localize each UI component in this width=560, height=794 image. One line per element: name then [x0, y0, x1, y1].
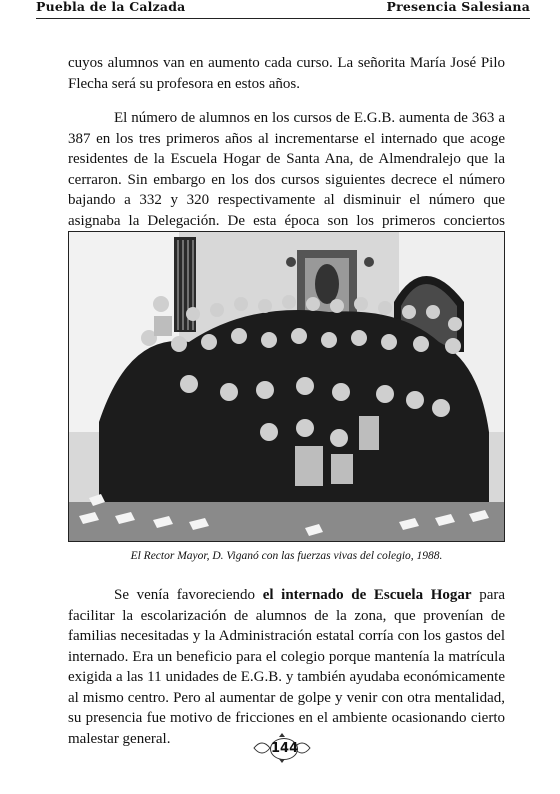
running-header — [36, 0, 530, 19]
photo-caption: El Rector Mayor, D. Viganó con las fuerzas vivas del colegio, 1988. — [130, 550, 443, 562]
header-book-title: Puebla de la Calzada — [36, 0, 186, 14]
paragraph-3-rest: para facilitar la escolarización de alumnos de la zona, que provenían de familias necesitadas y la Administración estatal corría con los gastos del internado. Era un beneficio para el colegio porque mantenía la matrícula exigida a las 11 unidades de E.G.B. y también ayudaba económicamente al mismo centro. Pero al aumentar de golpe y venir con otra mentalidad, su presencia fue motivo de fricciones en el ambiente ocasionando cierto malestar general. — [68, 587, 506, 747]
paragraph-3-start: Se venía favoreciendo — [114, 587, 263, 603]
page-number-ornament — [252, 732, 312, 764]
page-number: 144 — [270, 738, 298, 760]
paragraph-3-emphasis: el internado de Escuela Hogar — [262, 587, 472, 603]
paragraph-3 — [68, 585, 505, 749]
paragraph-1: cuyos alumnos van en aumento cada curso. La señorita María José Pilo Flecha será su profesora en estos años. — [68, 55, 505, 92]
paragraph-2: El número de alumnos en los cursos de E.G.B. aumenta de 363 a 387 en los tres primeros años al incrementarse el internado que acoge residentes de la Escuela Hogar de Santa Ana, de Almendralejo que la cerraron. Sin embargo en los dos cursos siguientes decrece el número bajando a 332 y 320 respectivamente al disminuir el número que asignaba la Delegación. De esta época son los primeros conciertos — [68, 110, 505, 229]
header-section-title: Presencia Salesiana — [386, 0, 530, 14]
group-photo-illustration — [69, 232, 505, 542]
group-photo — [68, 231, 505, 542]
